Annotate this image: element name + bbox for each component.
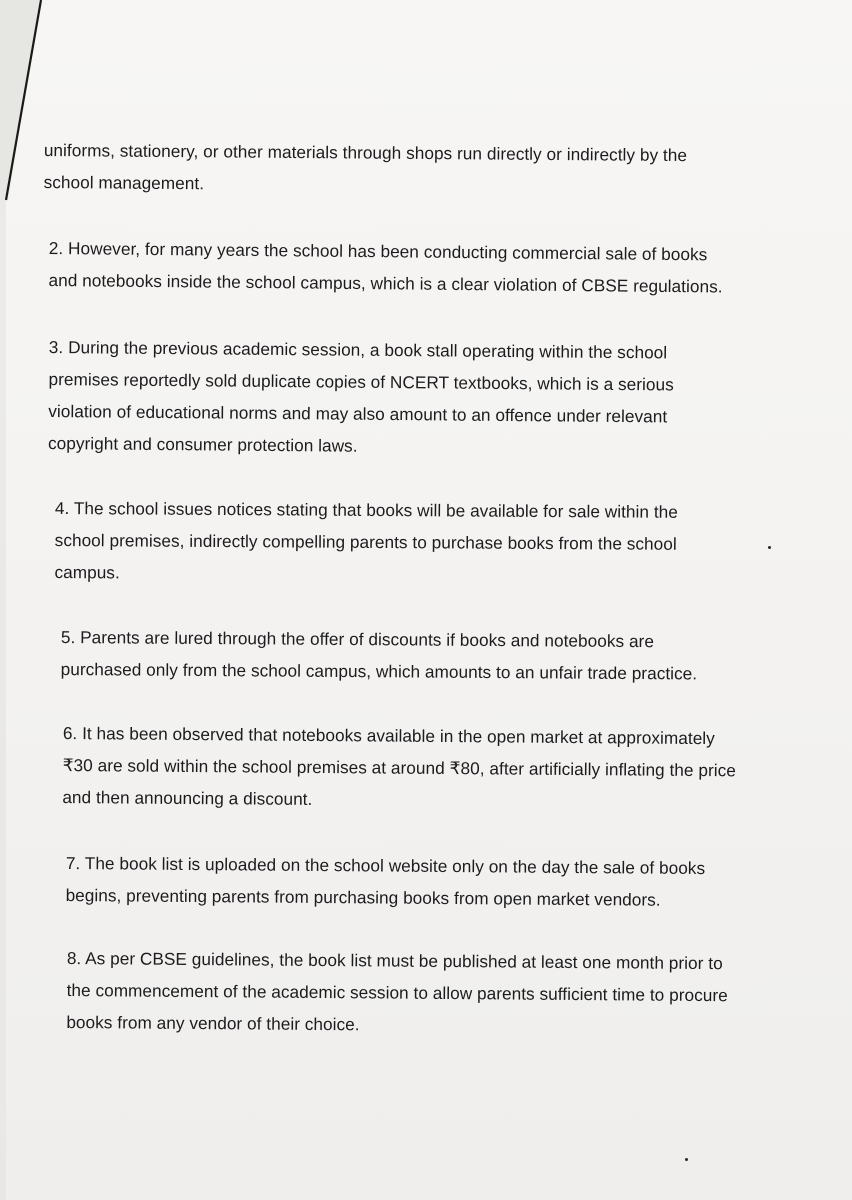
paragraph-continued (43, 134, 687, 203)
text-line: uniforms, stationery, or other materials through shops run directly or indirectly by the (43, 139, 688, 166)
text-line: 3. During the previous academic session, a book stall operating within the school (48, 336, 668, 363)
paragraph-8 (66, 942, 728, 1043)
text-line: ₹30 are sold within the school premises at around ₹80, after artificially inflating the price (62, 754, 736, 781)
text-line: the commencement of the academic session to allow parents sufficient time to procure (66, 979, 728, 1006)
paragraph-7 (65, 847, 705, 916)
text-line: school management. (43, 171, 205, 194)
text-line: copyright and consumer protection laws. (47, 432, 358, 456)
ink-speck (685, 1158, 688, 1161)
paragraph-3 (48, 331, 674, 464)
paragraph-2 (48, 232, 723, 302)
text-line: 7. The book list is uploaded on the school website only on the day the sale of books (65, 852, 706, 879)
text-line: school premises, indirectly compelling parents to purchase books from the school (54, 529, 677, 554)
paragraph-4 (54, 492, 678, 592)
text-line: and notebooks inside the school campus, which is a clear violation of CBSE regulations. (48, 269, 723, 297)
text-line: campus. (54, 561, 120, 583)
text-line: violation of educational norms and may also amount to an offence under relevant (48, 400, 668, 427)
paragraph-5 (61, 621, 698, 689)
text-line: books from any vendor of their choice. (66, 1011, 360, 1035)
ink-speck (768, 546, 771, 549)
text-line: and then announcing a discount. (62, 786, 313, 809)
text-line: begins, preventing parents from purchasing books from open market vendors. (65, 884, 661, 910)
text-line: 5. Parents are lured through the offer of discounts if books and notebooks are (60, 626, 655, 652)
text-line: 8. As per CBSE guidelines, the book list must be published at least one month prior to (66, 947, 723, 974)
text-line: 2. However, for many years the school has been conducting commercial sale of books (48, 237, 708, 265)
text-line: purchased only from the school campus, which amounts to an unfair trade practice. (60, 658, 698, 684)
text-line: premises reportedly sold duplicate copies of NCERT textbooks, which is a serious (48, 368, 674, 395)
text-line: 4. The school issues notices stating that books will be available for sale within the (54, 497, 678, 522)
text-line: 6. It has been observed that notebooks available in the open market at approximately (62, 722, 715, 749)
paragraph-6 (62, 717, 736, 818)
